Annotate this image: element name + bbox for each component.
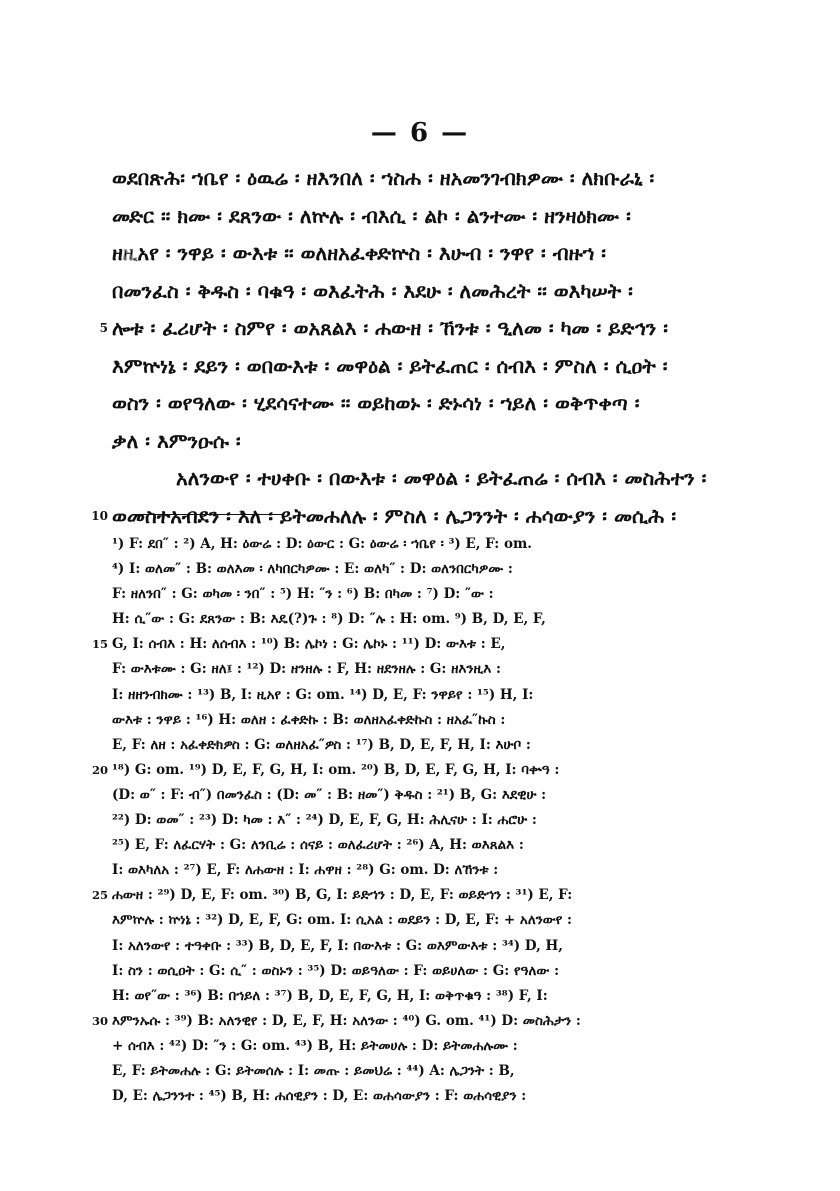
line-text: በመንፈስ ፡ ቅዱስ ፡ ባቁዓ ፡ ወእፈትሕ ፡ እደሁ ፡ ለመሕረት ፡፡ ወእካሠት ፡ bbox=[112, 278, 633, 303]
line-text: እምኵሉ : ኵነኔ : ³²) D, E, F, G: om. I: ሲአል : ወደይን : D, E, F: + አለንውየ : bbox=[112, 912, 573, 929]
line-text: H: ወየ″ው : ³⁶) B: በኀይለ : ³⁷) B, D, E, F, G, H, I: ወቅጥቁዓ : ³⁸) F, I: bbox=[112, 987, 548, 1004]
footnote-line bbox=[112, 833, 722, 858]
line-text: H: ሲ″ው : G: ደጸንው : B: እዴ(?)ጉ : ⁸) D: ″ሉ : H: om. ⁹) B, D, E, F, bbox=[112, 611, 546, 628]
footnote-line bbox=[112, 808, 722, 833]
line-number: 10 bbox=[91, 508, 108, 523]
footnote-line bbox=[91, 883, 722, 908]
footnote-line bbox=[112, 582, 722, 607]
line-text: አለንውየ ፡ ተሀቀቡ ፡ በውእቱ ፡ መዋዕል ፡ ይትፈጠሬ ፡ ሰብእ ፡ መስሕተን ፡ bbox=[176, 466, 707, 490]
line-text: I: ዘዘንብክሙ : ¹³) B, I: ዚአየ : G: om. ¹⁴) D, E, F: ንዋይየ : ¹⁵) H, I: bbox=[112, 686, 534, 703]
line-text: እምንኡሱ : ³⁹) B: አለንዊየ : D, E, F, H: አለንው : ⁴⁰) G. om. ⁴¹) D: መስሕታን : bbox=[112, 1012, 581, 1029]
text-line bbox=[112, 348, 722, 386]
footnote-line bbox=[112, 783, 722, 808]
line-text: (D: ወ″ : F: ብ″) በመንፈስ : (D: መ″ : B: ዘመ″) ቅዱስ : ²¹) B, G: እደዊሁ : bbox=[112, 786, 547, 803]
text-line bbox=[112, 423, 722, 461]
footnote-line bbox=[112, 1034, 722, 1059]
text-line bbox=[112, 235, 722, 273]
line-text: ¹) F: ደበ″ : ²) A, H: ዕውሬ : D: ዕውር : G: ዕውሬ ፡ ኀቤየ ፡ ³) E, F: om. bbox=[112, 536, 532, 552]
footnote-line bbox=[112, 934, 722, 959]
text-line bbox=[112, 160, 722, 198]
text-line bbox=[112, 385, 722, 423]
line-number: 15 bbox=[91, 637, 108, 652]
footnote-line bbox=[112, 1059, 722, 1084]
footnote-line bbox=[112, 858, 722, 883]
line-text: G, I: ሰብእ : H: ለሰብእ : ¹⁰) B: ሌኮነ : G: ሌኮኑ : ¹¹) D: ውእቱ : E, bbox=[112, 636, 506, 653]
line-text: F: ውእቱሙ : G: ዘለ፤ : ¹²) D: ዘንዘሉ : F, H: ዘደንዘሉ : G: ዘእንዚእ : bbox=[112, 661, 501, 678]
text-line bbox=[112, 460, 722, 498]
main-text bbox=[91, 160, 722, 535]
line-text: E, F: ይትመሐሉ : G: ይትመሰሉ : I: መጡ : ይመህሬ : ⁴⁴) A: ሌጋንት : B, bbox=[112, 1062, 515, 1079]
line-text: ¹⁸) G: om. ¹⁹) D, E, F, G, H, I: om. ²⁰) B, D, E, F, G, H, I: ባቍዓ : bbox=[112, 761, 560, 778]
footnote-line bbox=[112, 984, 722, 1009]
line-number: 30 bbox=[91, 1013, 108, 1028]
line-number: 25 bbox=[91, 888, 108, 903]
line-text: ቃለ ፡ እምንዑሱ ፡ bbox=[112, 428, 241, 453]
footnotes bbox=[91, 532, 722, 1109]
text-line bbox=[112, 198, 722, 236]
text-line bbox=[91, 498, 722, 536]
footnote-line bbox=[112, 683, 722, 708]
line-text: I: ስን : ወሲዐት : G: ሲ″ : ወስኑን : ³⁵) D: ወይዓለው : F: ወይሀለው : G: የዓለው : bbox=[112, 962, 560, 979]
line-text: ⁴) I: ወለመ″ : B: ወለእመ ፡ ለካበርካዎሙ : E: ወለካ″ : D: ወለንበርካዎሙ : bbox=[112, 561, 513, 578]
line-text: I: አለንውየ : ተዓቀቡ : ³³) B, D, E, F, I: በውእቱ : G: ወእምውእቱ : ³⁴) D, H, bbox=[112, 937, 563, 954]
text-line bbox=[99, 310, 722, 348]
footnote-line bbox=[112, 708, 722, 733]
footnote-divider bbox=[132, 514, 282, 515]
line-text: ²²) D: ወመ″ : ²³) D: ካመ : እ″ : ²⁴) D, E, F, G, H: ሕሊናሁ : I: ሐሮሁ : bbox=[112, 812, 537, 829]
line-text: ውእቱ : ንዋይ : ¹⁶) H: ወለዘ : ፈቀድኩ : B: ወለዘአፈቀድኩስ : ዘአፈ″ኩስ : bbox=[112, 711, 506, 728]
line-text: እምኵነኔ ፡ ደይን ፡ ወበውእቱ ፡ መዋዕል ፡ ይትፈጠር ፡ ሰብእ ፡ ምስለ ፡ ሲዐት ፡ bbox=[112, 353, 668, 378]
footnote-line bbox=[112, 532, 722, 557]
footnote-line bbox=[112, 657, 722, 682]
line-text: ሎቱ ፡ ፈሪሆት ፡ ስምየ ፡ ወአጸልእ ፡ ሐውዘ ፡ ኸንቱ ፡ ዒለመ ፡ ካመ ፡ ይድኅን ፡ bbox=[112, 316, 668, 340]
footnote-line bbox=[112, 607, 722, 632]
page-number: — 6 — bbox=[370, 118, 470, 148]
line-text: E, F: ለዘ : አፈቀድክዎስ : G: ወለዘአፈ″ዎስ : ¹⁷) B, D, E, F, H, I: እሁቦ : bbox=[112, 736, 531, 753]
line-text: ²⁵) E, F: ለፈርሃት : G: ለንቢሬ : ሰናይ : ወለፈሪሆት : ²⁶) A, H: ወእጸልእ : bbox=[112, 837, 524, 854]
line-text: ወደበጽሕ፡ ኀቤየ ፡ ዕዉሬ ፡ ዘእንበለ ፡ ኀስሐ ፡ ዘአመንገብክዎሙ ፡ ለክቡራኒ ፡ bbox=[112, 166, 655, 190]
footnote-line bbox=[91, 758, 722, 783]
footnote-line bbox=[112, 733, 722, 758]
footnote-line bbox=[112, 959, 722, 984]
line-number: 5 bbox=[99, 321, 108, 335]
footnote-line bbox=[112, 908, 722, 933]
line-text: I: ወእካለአ : ²⁷) E, F: ለሐውዘ : I: ሐዋዘ : ²⁸) G: om. D: ለኸንቱ : bbox=[112, 862, 499, 879]
footnote-line bbox=[91, 1009, 722, 1034]
line-text: + ሰብእ : ⁴²) D: ″ን : G: om. ⁴³) B, H: ይትመሀሉ : D: ይትመሐሉሙ : bbox=[112, 1037, 518, 1054]
line-text: ወመስተአብደን ፡ እለ ፡ ይትመሐለሉ ፡ ምስለ ፡ ሌጋንንት ፡ ሐሳውያን ፡ መሲሕ ፡ bbox=[112, 503, 677, 528]
line-text: D, E: ሌጋንንተ : ⁴⁵) B, H: ሐሰዊያን : D, E: ወሐሳውያን : F: ወሐሳዊያን : bbox=[112, 1088, 527, 1105]
line-text: ሐውዘ : ²⁹) D, E, F: om. ³⁰) B, G, I: ይድኀን : D, E, F: ወይድኀን : ³¹) E, F: bbox=[112, 887, 573, 904]
line-number: 20 bbox=[91, 762, 108, 777]
footnote-line bbox=[112, 557, 722, 582]
line-text: ዘዚአየ ፡ ንዋይ ፡ ውእቱ ፡፡ ወለዘአፈቀድኵስ ፡ እሁብ ፡ ንዋየ ፡ ብዙኀ ፡ bbox=[112, 241, 607, 265]
line-text: F: ዘለንበ″ : G: ወካመ ፡ ንበ″ : ⁵) H: ″ን : ⁶) B: በካመ : ⁷) D: ″ው : bbox=[112, 586, 494, 603]
footnote-line bbox=[112, 1084, 722, 1109]
line-text: ወስን ፡ ወየዓለው ፡ ሂደሳናተሙ ፡፡ ወይከወኑ ፡ ድኑሳነ ፡ ኀይለ ፡ ወቅጥቀጣ ፡ bbox=[112, 391, 640, 415]
footnote-line bbox=[91, 632, 722, 657]
text-line bbox=[112, 273, 722, 311]
line-text: መድር ፡፡ ክሙ ፡ ደጸንው ፡ ለኵሉ ፡ ብእሲ ፡ ልኮ ፡ ልንተሙ ፡ ዘንዛዕክሙ ፡ bbox=[112, 203, 631, 228]
